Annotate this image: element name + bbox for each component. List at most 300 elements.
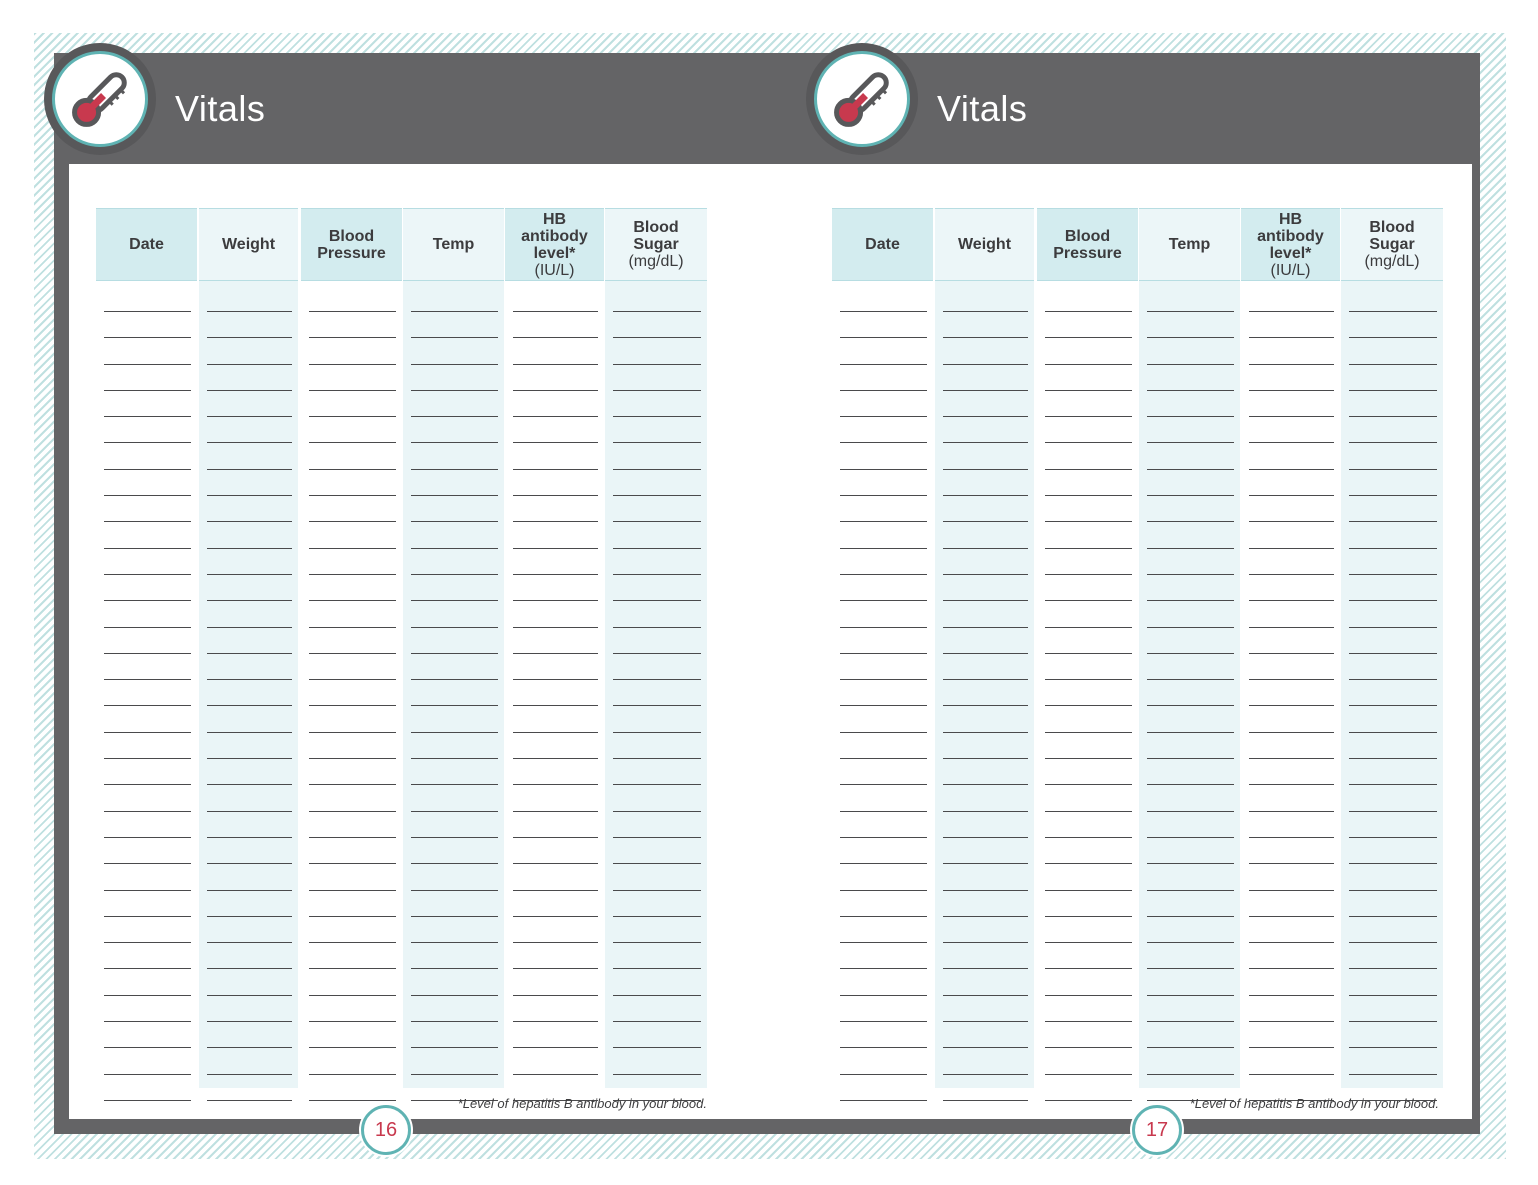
entry-line[interactable] — [309, 337, 396, 363]
entry-line[interactable] — [1249, 364, 1334, 390]
entry-line[interactable] — [613, 890, 701, 916]
entry-line[interactable] — [1349, 548, 1437, 574]
entry-line[interactable] — [840, 916, 927, 942]
entry-line[interactable] — [840, 600, 927, 626]
entry-line[interactable] — [309, 311, 396, 337]
entry-line[interactable] — [613, 311, 701, 337]
entry-line[interactable] — [513, 337, 598, 363]
entry-line[interactable] — [513, 442, 598, 468]
entry-line[interactable] — [513, 469, 598, 495]
entry-line[interactable] — [1349, 416, 1437, 442]
entry-line[interactable] — [1147, 916, 1234, 942]
entry-line[interactable] — [104, 968, 191, 994]
entry-line[interactable] — [513, 548, 598, 574]
entry-line[interactable] — [104, 758, 191, 784]
entry-line[interactable] — [513, 627, 598, 653]
entry-line[interactable] — [104, 705, 191, 731]
entry-line[interactable] — [1147, 495, 1234, 521]
entry-line[interactable] — [207, 390, 292, 416]
entry-line[interactable] — [943, 469, 1028, 495]
entry-line[interactable] — [411, 942, 498, 968]
entry-line[interactable] — [840, 521, 927, 547]
entry-line[interactable] — [104, 679, 191, 705]
entry-line[interactable] — [1349, 521, 1437, 547]
entry-line[interactable] — [613, 442, 701, 468]
entry-lines[interactable] — [1349, 311, 1437, 1126]
entry-line[interactable] — [943, 995, 1028, 1021]
entry-line[interactable] — [1249, 495, 1334, 521]
entry-line[interactable] — [207, 968, 292, 994]
entry-line[interactable] — [1249, 521, 1334, 547]
entry-line[interactable] — [207, 469, 292, 495]
entry-line[interactable] — [207, 521, 292, 547]
entry-line[interactable] — [613, 521, 701, 547]
entry-line[interactable] — [207, 600, 292, 626]
entry-line[interactable] — [104, 653, 191, 679]
entry-line[interactable] — [309, 627, 396, 653]
entry-line[interactable] — [309, 600, 396, 626]
entry-line[interactable] — [513, 784, 598, 810]
entry-line[interactable] — [513, 390, 598, 416]
entry-line[interactable] — [943, 311, 1028, 337]
entry-line[interactable] — [943, 863, 1028, 889]
entry-line[interactable] — [1249, 705, 1334, 731]
entry-line[interactable] — [411, 705, 498, 731]
entry-line[interactable] — [1349, 1047, 1437, 1073]
entry-line[interactable] — [309, 837, 396, 863]
entry-line[interactable] — [613, 627, 701, 653]
entry-line[interactable] — [1349, 916, 1437, 942]
entry-line[interactable] — [1147, 364, 1234, 390]
entry-line[interactable] — [513, 1047, 598, 1073]
entry-line[interactable] — [104, 890, 191, 916]
entry-line[interactable] — [943, 942, 1028, 968]
entry-line[interactable] — [513, 995, 598, 1021]
entry-line[interactable] — [309, 916, 396, 942]
entry-line[interactable] — [1045, 784, 1132, 810]
entry-line[interactable] — [613, 968, 701, 994]
entry-line[interactable] — [840, 758, 927, 784]
entry-line[interactable] — [613, 574, 701, 600]
entry-line[interactable] — [411, 679, 498, 705]
entry-line[interactable] — [1249, 890, 1334, 916]
entry-line[interactable] — [943, 574, 1028, 600]
entry-line[interactable] — [1349, 600, 1437, 626]
entry-line[interactable] — [309, 390, 396, 416]
entry-line[interactable] — [840, 995, 927, 1021]
entry-line[interactable] — [1045, 311, 1132, 337]
entry-lines[interactable] — [1147, 311, 1234, 1126]
entry-line[interactable] — [1249, 679, 1334, 705]
entry-line[interactable] — [840, 364, 927, 390]
entry-line[interactable] — [840, 627, 927, 653]
entry-line[interactable] — [1045, 863, 1132, 889]
entry-line[interactable] — [411, 627, 498, 653]
entry-line[interactable] — [943, 390, 1028, 416]
entry-line[interactable] — [613, 705, 701, 731]
entry-line[interactable] — [840, 1100, 927, 1126]
entry-line[interactable] — [1045, 390, 1132, 416]
entry-line[interactable] — [1249, 442, 1334, 468]
entry-line[interactable] — [613, 548, 701, 574]
entry-line[interactable] — [411, 732, 498, 758]
entry-line[interactable] — [943, 653, 1028, 679]
entry-line[interactable] — [513, 364, 598, 390]
entry-line[interactable] — [613, 364, 701, 390]
entry-line[interactable] — [207, 627, 292, 653]
entry-line[interactable] — [613, 653, 701, 679]
entry-line[interactable] — [1045, 548, 1132, 574]
entry-line[interactable] — [513, 311, 598, 337]
entry-line[interactable] — [943, 916, 1028, 942]
entry-line[interactable] — [411, 1047, 498, 1073]
entry-line[interactable] — [943, 600, 1028, 626]
entry-line[interactable] — [411, 364, 498, 390]
entry-line[interactable] — [1147, 311, 1234, 337]
entry-lines[interactable] — [104, 311, 191, 1126]
entry-line[interactable] — [613, 995, 701, 1021]
entry-line[interactable] — [1147, 968, 1234, 994]
entry-line[interactable] — [840, 837, 927, 863]
entry-lines[interactable] — [411, 311, 498, 1126]
entry-line[interactable] — [207, 1021, 292, 1047]
entry-line[interactable] — [513, 495, 598, 521]
entry-line[interactable] — [309, 416, 396, 442]
entry-line[interactable] — [411, 390, 498, 416]
entry-line[interactable] — [411, 811, 498, 837]
entry-line[interactable] — [411, 548, 498, 574]
entry-line[interactable] — [840, 390, 927, 416]
entry-line[interactable] — [1045, 968, 1132, 994]
entry-line[interactable] — [840, 495, 927, 521]
entry-line[interactable] — [840, 1047, 927, 1073]
entry-line[interactable] — [943, 758, 1028, 784]
entry-line[interactable] — [207, 995, 292, 1021]
entry-line[interactable] — [943, 732, 1028, 758]
entry-line[interactable] — [1045, 469, 1132, 495]
entry-line[interactable] — [513, 758, 598, 784]
entry-line[interactable] — [513, 705, 598, 731]
entry-line[interactable] — [207, 495, 292, 521]
entry-line[interactable] — [104, 837, 191, 863]
entry-line[interactable] — [840, 679, 927, 705]
entry-line[interactable] — [104, 1074, 191, 1100]
entry-line[interactable] — [309, 758, 396, 784]
entry-line[interactable] — [411, 758, 498, 784]
entry-line[interactable] — [1249, 337, 1334, 363]
entry-line[interactable] — [513, 653, 598, 679]
entry-line[interactable] — [513, 732, 598, 758]
entry-line[interactable] — [207, 837, 292, 863]
entry-line[interactable] — [309, 1021, 396, 1047]
entry-line[interactable] — [613, 469, 701, 495]
entry-line[interactable] — [1045, 890, 1132, 916]
entry-line[interactable] — [1045, 1021, 1132, 1047]
entry-line[interactable] — [943, 1021, 1028, 1047]
entry-line[interactable] — [1349, 627, 1437, 653]
entry-line[interactable] — [207, 863, 292, 889]
entry-line[interactable] — [840, 890, 927, 916]
entry-line[interactable] — [104, 469, 191, 495]
entry-line[interactable] — [411, 995, 498, 1021]
entry-line[interactable] — [104, 916, 191, 942]
entry-line[interactable] — [1147, 863, 1234, 889]
entry-line[interactable] — [1147, 732, 1234, 758]
entry-line[interactable] — [1349, 784, 1437, 810]
entry-line[interactable] — [1147, 811, 1234, 837]
entry-line[interactable] — [1349, 653, 1437, 679]
entry-line[interactable] — [840, 863, 927, 889]
entry-line[interactable] — [1045, 995, 1132, 1021]
entry-line[interactable] — [840, 705, 927, 731]
entry-line[interactable] — [207, 942, 292, 968]
entry-line[interactable] — [1045, 521, 1132, 547]
entry-line[interactable] — [943, 679, 1028, 705]
entry-line[interactable] — [943, 548, 1028, 574]
entry-line[interactable] — [1249, 916, 1334, 942]
entry-line[interactable] — [411, 837, 498, 863]
entry-line[interactable] — [943, 784, 1028, 810]
entry-line[interactable] — [1147, 548, 1234, 574]
entry-line[interactable] — [309, 890, 396, 916]
entry-line[interactable] — [1147, 600, 1234, 626]
entry-line[interactable] — [309, 495, 396, 521]
entry-line[interactable] — [840, 1074, 927, 1100]
entry-line[interactable] — [104, 784, 191, 810]
entry-line[interactable] — [1249, 653, 1334, 679]
entry-line[interactable] — [943, 495, 1028, 521]
entry-line[interactable] — [1349, 442, 1437, 468]
entry-lines[interactable] — [513, 311, 598, 1126]
entry-line[interactable] — [411, 916, 498, 942]
entry-line[interactable] — [104, 548, 191, 574]
entry-line[interactable] — [613, 942, 701, 968]
entry-line[interactable] — [943, 364, 1028, 390]
entry-line[interactable] — [411, 653, 498, 679]
entry-line[interactable] — [104, 311, 191, 337]
entry-line[interactable] — [1045, 916, 1132, 942]
entry-line[interactable] — [1249, 784, 1334, 810]
entry-line[interactable] — [309, 784, 396, 810]
entry-line[interactable] — [309, 548, 396, 574]
entry-line[interactable] — [309, 653, 396, 679]
entry-line[interactable] — [1249, 627, 1334, 653]
entry-line[interactable] — [1349, 942, 1437, 968]
entry-line[interactable] — [309, 574, 396, 600]
entry-line[interactable] — [309, 995, 396, 1021]
entry-line[interactable] — [104, 627, 191, 653]
entry-line[interactable] — [104, 574, 191, 600]
entry-line[interactable] — [207, 653, 292, 679]
entry-line[interactable] — [411, 442, 498, 468]
entry-line[interactable] — [513, 811, 598, 837]
entry-line[interactable] — [1349, 732, 1437, 758]
entry-line[interactable] — [207, 1100, 292, 1126]
entry-line[interactable] — [1349, 679, 1437, 705]
entry-line[interactable] — [1349, 837, 1437, 863]
entry-line[interactable] — [840, 311, 927, 337]
entry-line[interactable] — [1349, 968, 1437, 994]
entry-line[interactable] — [513, 416, 598, 442]
entry-line[interactable] — [1045, 811, 1132, 837]
entry-line[interactable] — [104, 442, 191, 468]
entry-line[interactable] — [1349, 469, 1437, 495]
entry-line[interactable] — [411, 521, 498, 547]
entry-line[interactable] — [513, 863, 598, 889]
entry-line[interactable] — [943, 890, 1028, 916]
entry-line[interactable] — [1249, 416, 1334, 442]
entry-line[interactable] — [613, 784, 701, 810]
entry-line[interactable] — [513, 574, 598, 600]
entry-line[interactable] — [613, 1047, 701, 1073]
entry-line[interactable] — [613, 863, 701, 889]
entry-lines[interactable] — [1045, 311, 1132, 1126]
entry-line[interactable] — [1249, 1021, 1334, 1047]
entry-line[interactable] — [104, 732, 191, 758]
entry-line[interactable] — [840, 784, 927, 810]
entry-line[interactable] — [943, 1047, 1028, 1073]
entry-line[interactable] — [1249, 311, 1334, 337]
entry-line[interactable] — [943, 968, 1028, 994]
entry-line[interactable] — [309, 469, 396, 495]
entry-line[interactable] — [411, 600, 498, 626]
entry-line[interactable] — [411, 495, 498, 521]
entry-line[interactable] — [1147, 679, 1234, 705]
entry-line[interactable] — [1249, 732, 1334, 758]
entry-line[interactable] — [1045, 337, 1132, 363]
entry-line[interactable] — [207, 679, 292, 705]
entry-line[interactable] — [309, 1047, 396, 1073]
entry-line[interactable] — [1045, 942, 1132, 968]
entry-line[interactable] — [411, 863, 498, 889]
entry-line[interactable] — [613, 416, 701, 442]
entry-line[interactable] — [411, 890, 498, 916]
entry-line[interactable] — [104, 416, 191, 442]
entry-line[interactable] — [104, 863, 191, 889]
entry-line[interactable] — [513, 916, 598, 942]
entry-line[interactable] — [411, 1021, 498, 1047]
entry-line[interactable] — [840, 653, 927, 679]
entry-line[interactable] — [943, 837, 1028, 863]
entry-line[interactable] — [309, 679, 396, 705]
entry-line[interactable] — [309, 442, 396, 468]
entry-line[interactable] — [943, 442, 1028, 468]
entry-line[interactable] — [1045, 1047, 1132, 1073]
entry-line[interactable] — [1147, 995, 1234, 1021]
entry-line[interactable] — [1349, 574, 1437, 600]
entry-line[interactable] — [1249, 942, 1334, 968]
entry-line[interactable] — [613, 837, 701, 863]
entry-line[interactable] — [1249, 995, 1334, 1021]
entry-line[interactable] — [411, 416, 498, 442]
entry-line[interactable] — [513, 837, 598, 863]
entry-line[interactable] — [1349, 705, 1437, 731]
entry-line[interactable] — [613, 679, 701, 705]
entry-line[interactable] — [207, 416, 292, 442]
entry-line[interactable] — [1147, 390, 1234, 416]
entry-line[interactable] — [613, 390, 701, 416]
entry-line[interactable] — [1147, 574, 1234, 600]
entry-line[interactable] — [1045, 705, 1132, 731]
entry-line[interactable] — [104, 495, 191, 521]
entry-line[interactable] — [1349, 995, 1437, 1021]
entry-line[interactable] — [207, 574, 292, 600]
entry-line[interactable] — [411, 574, 498, 600]
entry-line[interactable] — [1349, 811, 1437, 837]
entry-line[interactable] — [1147, 469, 1234, 495]
entry-line[interactable] — [1045, 574, 1132, 600]
entry-line[interactable] — [943, 705, 1028, 731]
entry-line[interactable] — [1045, 732, 1132, 758]
entry-line[interactable] — [1147, 942, 1234, 968]
entry-line[interactable] — [1249, 469, 1334, 495]
entry-line[interactable] — [104, 1021, 191, 1047]
entry-line[interactable] — [1045, 758, 1132, 784]
entry-line[interactable] — [104, 811, 191, 837]
entry-line[interactable] — [1045, 679, 1132, 705]
entry-line[interactable] — [1249, 968, 1334, 994]
entry-line[interactable] — [1249, 600, 1334, 626]
entry-line[interactable] — [207, 916, 292, 942]
entry-line[interactable] — [943, 521, 1028, 547]
entry-line[interactable] — [1147, 758, 1234, 784]
entry-line[interactable] — [1249, 837, 1334, 863]
entry-line[interactable] — [104, 995, 191, 1021]
entry-lines[interactable] — [309, 311, 396, 1126]
entry-line[interactable] — [411, 968, 498, 994]
entry-line[interactable] — [1349, 337, 1437, 363]
entry-line[interactable] — [1147, 784, 1234, 810]
entry-line[interactable] — [840, 469, 927, 495]
entry-line[interactable] — [309, 942, 396, 968]
entry-line[interactable] — [1349, 390, 1437, 416]
entry-line[interactable] — [104, 1100, 191, 1126]
entry-line[interactable] — [1045, 364, 1132, 390]
entry-line[interactable] — [613, 916, 701, 942]
entry-line[interactable] — [309, 811, 396, 837]
entry-line[interactable] — [1147, 1047, 1234, 1073]
entry-line[interactable] — [943, 1074, 1028, 1100]
entry-lines[interactable] — [207, 311, 292, 1126]
entry-line[interactable] — [1349, 890, 1437, 916]
entry-line[interactable] — [1147, 837, 1234, 863]
entry-line[interactable] — [1147, 705, 1234, 731]
entry-line[interactable] — [1147, 890, 1234, 916]
entry-line[interactable] — [513, 600, 598, 626]
entry-line[interactable] — [309, 968, 396, 994]
entry-line[interactable] — [513, 968, 598, 994]
entry-line[interactable] — [613, 1021, 701, 1047]
entry-line[interactable] — [513, 521, 598, 547]
entry-line[interactable] — [1249, 390, 1334, 416]
entry-line[interactable] — [840, 811, 927, 837]
entry-line[interactable] — [1349, 758, 1437, 784]
entry-line[interactable] — [207, 811, 292, 837]
entry-line[interactable] — [309, 863, 396, 889]
entry-line[interactable] — [613, 337, 701, 363]
entry-line[interactable] — [840, 732, 927, 758]
entry-line[interactable] — [1045, 627, 1132, 653]
entry-line[interactable] — [943, 1100, 1028, 1126]
entry-line[interactable] — [1147, 653, 1234, 679]
entry-line[interactable] — [613, 495, 701, 521]
entry-line[interactable] — [513, 1021, 598, 1047]
entry-lines[interactable] — [943, 311, 1028, 1126]
entry-line[interactable] — [1045, 600, 1132, 626]
entry-line[interactable] — [1249, 1047, 1334, 1073]
entry-line[interactable] — [104, 600, 191, 626]
entry-line[interactable] — [1349, 1021, 1437, 1047]
